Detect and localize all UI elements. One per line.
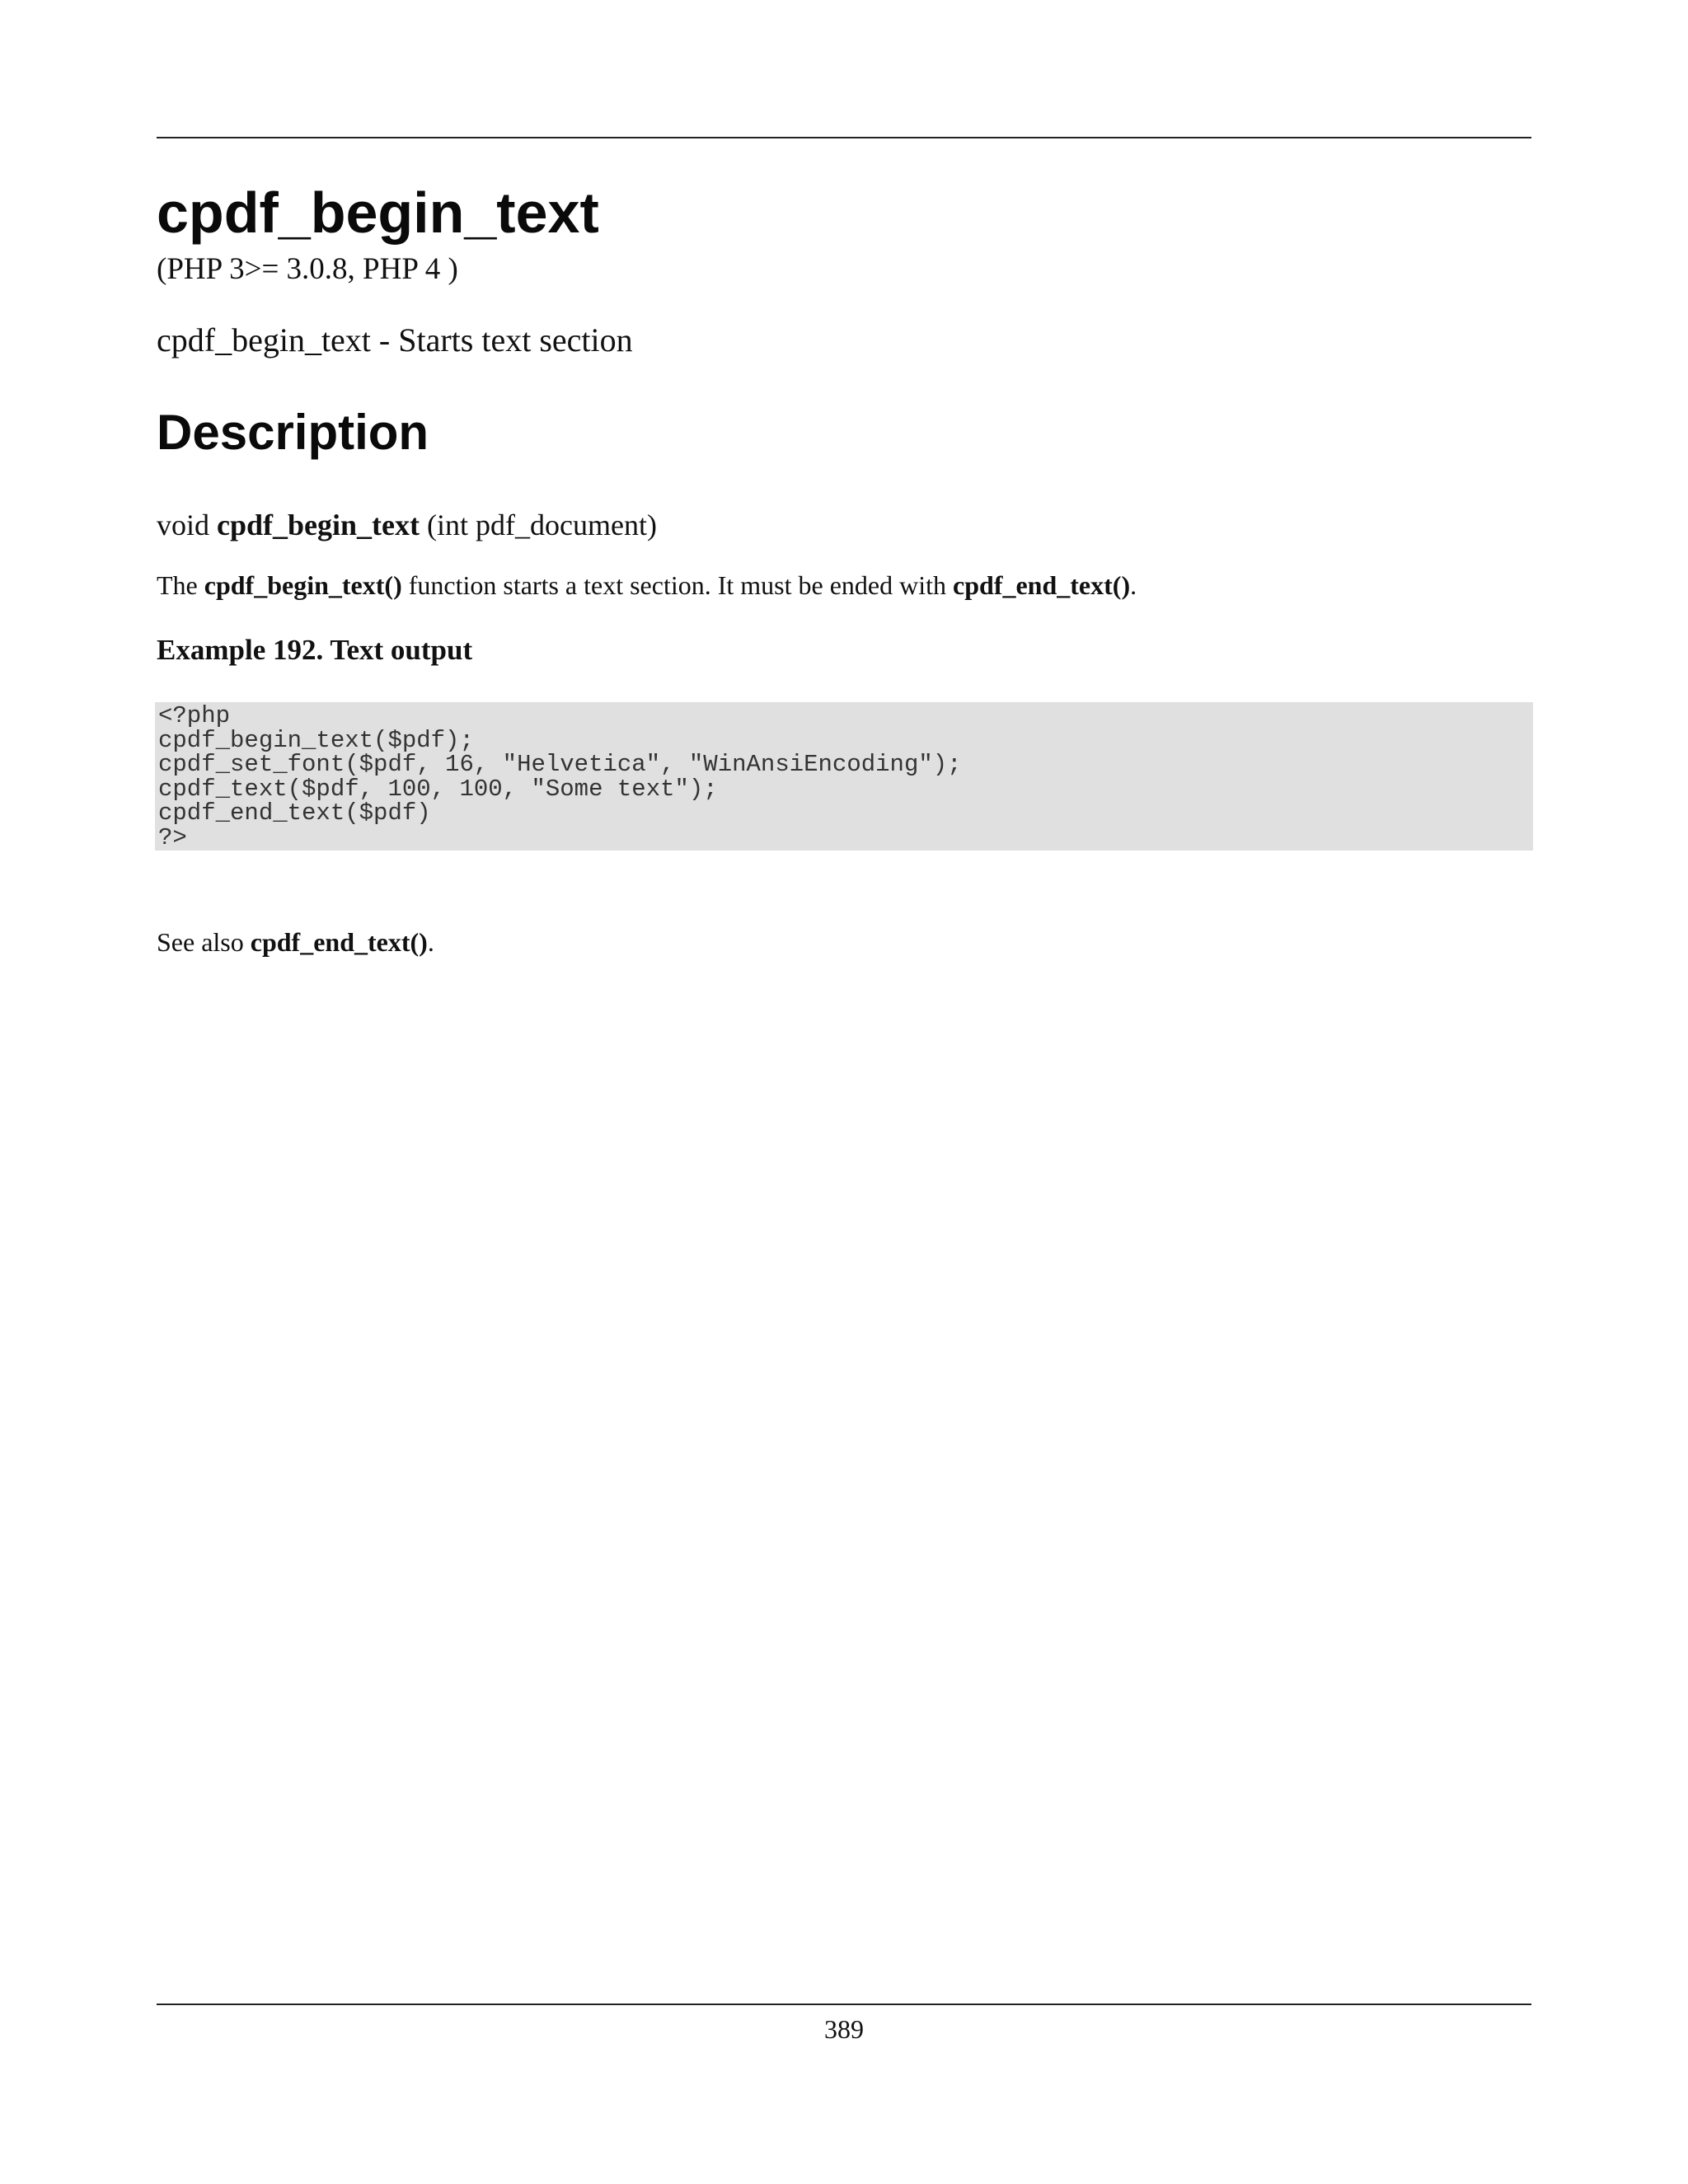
see-also-suffix: . bbox=[427, 927, 434, 957]
page-number: 389 bbox=[824, 2014, 864, 2044]
see-also-function-link: cpdf_end_text() bbox=[250, 927, 428, 957]
refname-purpose: cpdf_begin_text - Starts text section bbox=[157, 321, 633, 359]
function-ref-begin-text: cpdf_begin_text() bbox=[204, 570, 402, 600]
code-example-block bbox=[155, 702, 1533, 851]
header-rule bbox=[157, 137, 1531, 138]
synopsis-return-type: void bbox=[157, 509, 210, 541]
page-title: cpdf_begin_text bbox=[157, 180, 599, 245]
version-info: (PHP 3>= 3.0.8, PHP 4 ) bbox=[157, 252, 458, 286]
description-heading: Description bbox=[157, 405, 429, 460]
paragraph-text-3: . bbox=[1130, 570, 1137, 600]
synopsis-params: (int pdf_document) bbox=[427, 509, 657, 541]
footer-rule bbox=[157, 2004, 1531, 2005]
paragraph-text-1: The bbox=[157, 570, 198, 600]
code-listing: <?php cpdf_begin_text($pdf); cpdf_set_font($pdf, 16, "Helvetica", "WinAnsiEncoding"); cpdf_text($pdf, 100, 100, "Some text"); cpdf_end_text($pdf) ?> bbox=[158, 702, 962, 851]
description-paragraph bbox=[157, 572, 1137, 598]
see-also-prefix: See also bbox=[157, 927, 244, 957]
paragraph-text-2: function starts a text section. It must be ended with bbox=[408, 570, 947, 600]
function-ref-end-text: cpdf_end_text() bbox=[953, 570, 1131, 600]
function-synopsis bbox=[157, 510, 657, 540]
synopsis-function-name: cpdf_begin_text bbox=[217, 509, 420, 541]
example-title: Example 192. Text output bbox=[157, 634, 473, 666]
see-also bbox=[157, 929, 434, 955]
